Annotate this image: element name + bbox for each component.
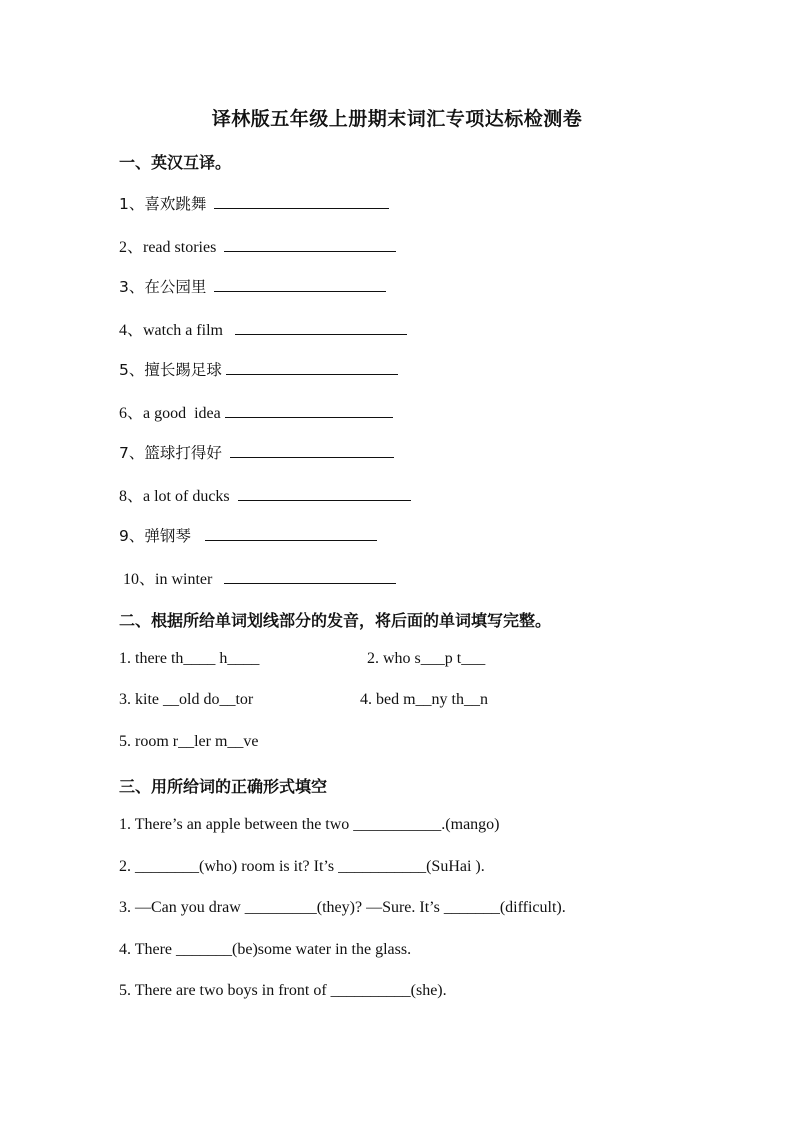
section-3-heading: 三、用所给词的正确形式填空 — [119, 777, 328, 796]
item-text: 3、在公园里 — [119, 278, 207, 296]
translation-item — [119, 317, 407, 340]
translation-item — [119, 234, 396, 257]
section-1-heading: 一、英汉互译。 — [119, 153, 232, 172]
answer-blank[interactable] — [214, 276, 386, 292]
translation-item — [119, 524, 377, 546]
item-text: 10、in winter — [119, 571, 213, 588]
item-text: 4、watch a film — [119, 322, 223, 339]
fill-in-item: 4. There _______(be)some water in the glass. — [119, 941, 412, 958]
fill-in-item: 1. There’s an apple between the two ___________.(mango) — [119, 816, 500, 833]
answer-blank[interactable] — [225, 402, 393, 418]
answer-blank[interactable] — [214, 193, 389, 209]
translation-item — [119, 275, 386, 297]
fill-in-item: 3. —Can you draw _________(they)? —Sure. It’s _______(difficult). — [119, 899, 566, 916]
answer-blank[interactable] — [235, 319, 407, 335]
phonics-item: 2. who s___p t___ — [367, 650, 486, 667]
translation-item — [119, 441, 394, 463]
phonics-row — [119, 733, 259, 751]
translation-item — [119, 358, 398, 380]
phonics-item: 5. room r__ler m__ve — [119, 733, 259, 750]
phonics-row — [119, 650, 259, 668]
item-text: 9、弹钢琴 — [119, 527, 191, 545]
phonics-item: 1. there th____ h____ — [119, 650, 260, 667]
translation-item — [119, 566, 396, 589]
page-title: 译林版五年级上册期末词汇专项达标检测卷 — [211, 108, 583, 130]
phonics-row — [119, 691, 253, 709]
answer-blank[interactable] — [238, 485, 411, 501]
section-2-heading: 二、根据所给单词划线部分的发音，将后面的单词填写完整。 — [119, 611, 552, 630]
answer-blank[interactable] — [205, 525, 377, 541]
answer-blank[interactable] — [230, 442, 394, 458]
translation-item — [119, 192, 389, 214]
answer-blank[interactable] — [224, 568, 396, 584]
phonics-item: 4. bed m__ny th__n — [360, 691, 488, 708]
phonics-row — [360, 691, 488, 709]
item-text: 5、擅长踢足球 — [119, 361, 222, 379]
item-text: 1、喜欢跳舞 — [119, 195, 207, 213]
item-text: 2、read stories — [119, 239, 217, 256]
item-text: 6、a good idea — [119, 405, 221, 422]
item-text: 7、篮球打得好 — [119, 444, 222, 462]
fill-in-item: 2. ________(who) room is it? It’s ___________(SuHai ). — [119, 858, 485, 875]
translation-item — [119, 483, 411, 506]
answer-blank[interactable] — [226, 359, 398, 375]
answer-blank[interactable] — [224, 236, 396, 252]
phonics-row — [367, 650, 485, 668]
phonics-item: 3. kite __old do__tor — [119, 691, 254, 708]
item-text: 8、a lot of ducks — [119, 488, 230, 505]
fill-in-item: 5. There are two boys in front of __________(she). — [119, 982, 447, 999]
translation-item — [119, 400, 393, 423]
